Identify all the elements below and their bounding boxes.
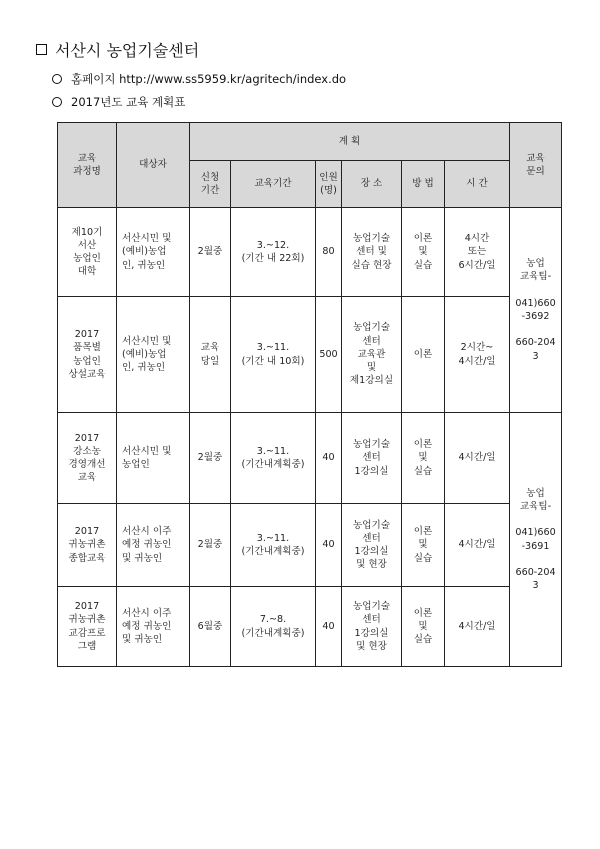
cell-target: 서산시 이주 예정 귀농인 및 귀농인 xyxy=(117,504,190,587)
cell-time: 4시간 또는 6시간/일 xyxy=(445,208,510,297)
cell-people: 40 xyxy=(316,504,342,587)
cell-apply: 2월중 xyxy=(190,413,231,504)
cell-period: 3.~11. (기간내계획중) xyxy=(231,504,316,587)
header-place: 장 소 xyxy=(342,161,402,208)
checkbox-icon xyxy=(36,44,47,55)
table-row xyxy=(58,504,562,587)
cell-method: 이론 및 실습 xyxy=(402,587,445,667)
cell-people: 40 xyxy=(316,587,342,667)
cell-apply: 교육 당일 xyxy=(190,297,231,413)
header-contact: 교육 문의 xyxy=(510,123,562,208)
cell-course: 제10기 서산 농업인 대학 xyxy=(58,208,117,297)
cell-people: 80 xyxy=(316,208,342,297)
cell-method: 이론 및 실습 xyxy=(402,208,445,297)
header-apply: 신청 기간 xyxy=(190,161,231,208)
header-row xyxy=(58,123,562,161)
cell-place: 농업기술 센터 1강의실 및 현장 xyxy=(342,587,402,667)
cell-apply: 2월중 xyxy=(190,208,231,297)
circle-bullet-icon xyxy=(52,74,62,84)
header-method: 방 법 xyxy=(402,161,445,208)
cell-target: 서산시민 및 농업인 xyxy=(117,413,190,504)
cell-time: 4시간/일 xyxy=(445,413,510,504)
cell-time: 2시간~ 4시간/일 xyxy=(445,297,510,413)
cell-course: 2017 강소농 경영개선 교육 xyxy=(58,413,117,504)
table-row xyxy=(58,587,562,667)
plan-text: 2017년도 교육 계획표 xyxy=(71,95,186,109)
header-people: 인원 (명) xyxy=(316,161,342,208)
cell-place: 농업기술 센터 교육관 및 제1강의실 xyxy=(342,297,402,413)
cell-target: 서산시민 및 (예비)농업 인, 귀농인 xyxy=(117,297,190,413)
cell-place: 농업기술 센터 1강의실 및 현장 xyxy=(342,504,402,587)
cell-method: 이론 xyxy=(402,297,445,413)
header-plan: 계 획 xyxy=(190,123,510,161)
table-row xyxy=(58,297,562,413)
cell-period: 3.~11. (기간 내 10회) xyxy=(231,297,316,413)
education-plan-table xyxy=(57,122,562,667)
cell-method: 이론 및 실습 xyxy=(402,504,445,587)
title-text: 서산시 농업기술센터 xyxy=(55,41,200,60)
header-time: 시 간 xyxy=(445,161,510,208)
table-row xyxy=(58,413,562,504)
cell-target: 서산시민 및 (예비)농업 인, 귀농인 xyxy=(117,208,190,297)
homepage-line xyxy=(52,71,346,87)
cell-contact-2: 농업 교육팀- 041)660 -3691 660-204 3 xyxy=(510,413,562,667)
cell-people: 40 xyxy=(316,413,342,504)
cell-course: 2017 품목별 농업인 상설교육 xyxy=(58,297,117,413)
cell-period: 7.~8. (기간내계획중) xyxy=(231,587,316,667)
cell-apply: 2월중 xyxy=(190,504,231,587)
cell-apply: 6월중 xyxy=(190,587,231,667)
header-period: 교육기간 xyxy=(231,161,316,208)
cell-people: 500 xyxy=(316,297,342,413)
header-course: 교육 과정명 xyxy=(58,123,117,208)
cell-contact-1: 농업 교육팀- 041)660 -3692 660-204 3 xyxy=(510,208,562,413)
table-row xyxy=(58,208,562,297)
cell-course: 2017 귀농귀촌 종합교육 xyxy=(58,504,117,587)
homepage-text[interactable]: 홈페이지 http://www.ss5959.kr/agritech/index.do xyxy=(71,72,347,86)
cell-period: 3.~12. (기간 내 22회) xyxy=(231,208,316,297)
plan-line xyxy=(52,94,185,110)
cell-target: 서산시 이주 예정 귀농인 및 귀농인 xyxy=(117,587,190,667)
cell-period: 3.~11. (기간내계획중) xyxy=(231,413,316,504)
circle-bullet-icon xyxy=(52,97,62,107)
cell-time: 4시간/일 xyxy=(445,504,510,587)
cell-method: 이론 및 실습 xyxy=(402,413,445,504)
page-title xyxy=(36,38,199,61)
cell-place: 농업기술 센터 및 실습 현장 xyxy=(342,208,402,297)
header-target: 대상자 xyxy=(117,123,190,208)
cell-time: 4시간/일 xyxy=(445,587,510,667)
cell-course: 2017 귀농귀촌 교감프로 그램 xyxy=(58,587,117,667)
cell-place: 농업기술 센터 1강의실 xyxy=(342,413,402,504)
